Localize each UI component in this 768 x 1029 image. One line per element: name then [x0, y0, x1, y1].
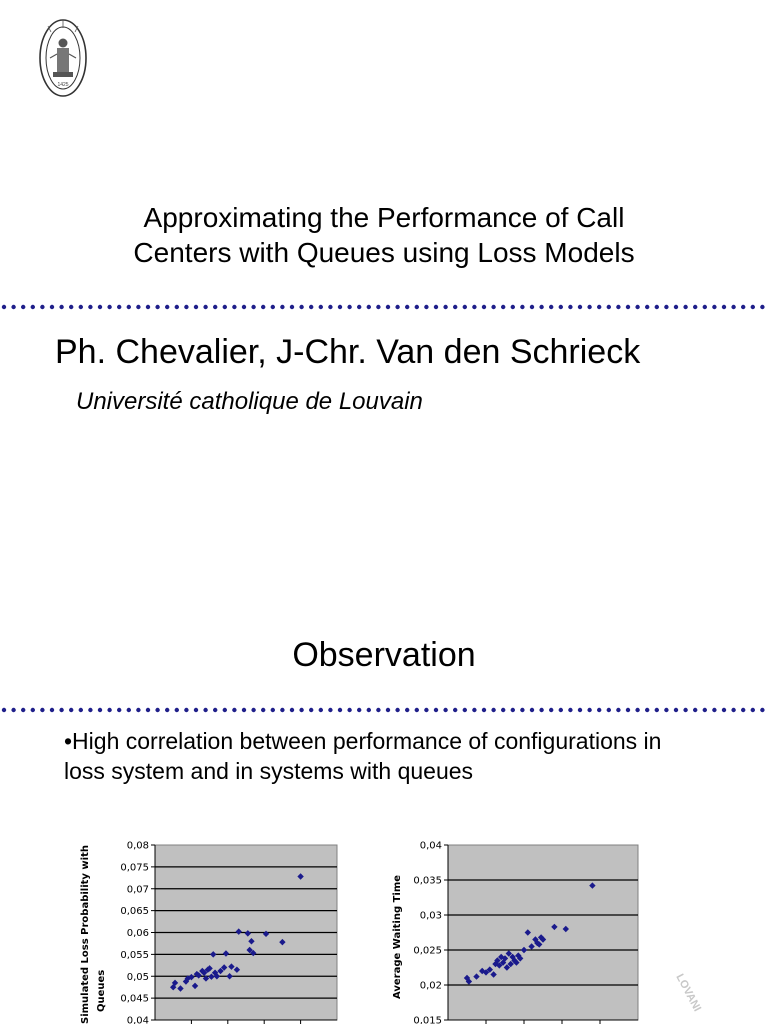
divider-dot	[357, 708, 361, 712]
divider-dot	[453, 305, 457, 309]
divider-dot	[559, 305, 563, 309]
divider-dot	[79, 305, 83, 309]
divider-dot	[367, 305, 371, 309]
divider-dot	[645, 708, 649, 712]
divider-dot	[40, 305, 44, 309]
divider-dot	[405, 305, 409, 309]
affiliation: Université catholique de Louvain	[76, 388, 423, 415]
divider-dot	[415, 708, 419, 712]
loss-probability-chart-svg	[75, 834, 345, 1024]
loss-probability-chart	[75, 834, 345, 1029]
divider-dot	[568, 305, 572, 309]
divider-dot	[645, 305, 649, 309]
y-tick-label: 0,055	[120, 949, 149, 961]
divider-dot	[472, 305, 476, 309]
divider-dot	[31, 305, 35, 309]
divider-dot	[11, 305, 15, 309]
divider-dot	[463, 708, 467, 712]
divider-dot	[683, 305, 687, 309]
divider-dot	[491, 305, 495, 309]
y-tick-label: 0,03	[419, 910, 442, 922]
chart-1-ylabel-line-2: Queues	[96, 969, 107, 1012]
divider-dot	[271, 708, 275, 712]
divider-dot	[712, 305, 716, 309]
divider-dot	[165, 305, 169, 309]
divider-dot	[616, 708, 620, 712]
divider-dot	[741, 305, 745, 309]
divider-dot	[703, 305, 707, 309]
y-tick-label: 0,065	[120, 906, 149, 918]
divider-dot	[482, 305, 486, 309]
divider-dot	[175, 708, 179, 712]
divider-dot	[751, 305, 755, 309]
divider-dot	[587, 305, 591, 309]
dotted-divider-2	[0, 706, 768, 714]
divider-dot	[338, 305, 342, 309]
divider-dot	[453, 708, 457, 712]
divider-dot	[395, 708, 399, 712]
divider-dot	[146, 708, 150, 712]
divider-dot	[165, 708, 169, 712]
divider-dot	[367, 708, 371, 712]
title-line-2: Centers with Queues using Loss Models	[133, 237, 635, 268]
divider-dot	[299, 305, 303, 309]
divider-dot	[347, 708, 351, 712]
divider-dot	[578, 305, 582, 309]
divider-dot	[2, 305, 6, 309]
divider-dot	[203, 305, 207, 309]
divider-dot	[386, 708, 390, 712]
divider-dot	[501, 305, 505, 309]
chart-2-ylabel: Average Waiting Time	[392, 874, 403, 999]
y-tick-label: 0,05	[126, 971, 149, 983]
y-tick-label: 0,07	[126, 884, 149, 896]
divider-dot	[376, 305, 380, 309]
divider-dot	[443, 708, 447, 712]
divider-dot	[520, 708, 524, 712]
divider-dot	[127, 305, 131, 309]
divider-dot	[261, 708, 265, 712]
y-tick-label: 0,015	[413, 1015, 442, 1024]
divider-dot	[530, 708, 534, 712]
y-tick-label: 0,045	[120, 993, 149, 1005]
divider-dot	[568, 708, 572, 712]
divider-dot	[223, 708, 227, 712]
divider-dot	[213, 708, 217, 712]
divider-dot	[50, 708, 54, 712]
divider-dot	[731, 708, 735, 712]
divider-dot	[434, 708, 438, 712]
divider-dot	[693, 708, 697, 712]
divider-dot	[136, 708, 140, 712]
divider-dot	[194, 708, 198, 712]
divider-dot	[597, 708, 601, 712]
divider-dot	[59, 708, 63, 712]
divider-dot	[482, 708, 486, 712]
title-line-1: Approximating the Performance of Call	[143, 202, 625, 233]
divider-dot	[69, 708, 73, 712]
divider-dot	[223, 305, 227, 309]
divider-dot	[635, 305, 639, 309]
divider-dot	[655, 708, 659, 712]
divider-dot	[376, 708, 380, 712]
divider-dot	[587, 708, 591, 712]
divider-dot	[539, 708, 543, 712]
divider-dot	[184, 708, 188, 712]
divider-dot	[443, 305, 447, 309]
divider-dot	[328, 305, 332, 309]
slide-2-title: Observation	[292, 636, 476, 674]
divider-dot	[175, 305, 179, 309]
divider-dot	[155, 708, 159, 712]
divider-dot	[2, 708, 6, 712]
divider-dot	[242, 708, 246, 712]
watermark: LOVANI	[673, 972, 704, 1014]
divider-dot	[722, 305, 726, 309]
divider-dot	[741, 708, 745, 712]
divider-dot	[511, 708, 515, 712]
y-tick-label: 0,035	[413, 875, 442, 887]
svg-text:1425: 1425	[57, 82, 69, 88]
divider-dot	[434, 305, 438, 309]
y-tick-label: 0,06	[126, 928, 149, 939]
dotted-divider-1	[0, 303, 768, 311]
divider-dot	[299, 708, 303, 712]
divider-dot	[309, 305, 313, 309]
divider-dot	[11, 708, 15, 712]
divider-dot	[424, 305, 428, 309]
divider-dot	[549, 708, 553, 712]
divider-dot	[69, 305, 73, 309]
divider-dot	[703, 708, 707, 712]
divider-dot	[21, 708, 25, 712]
chart-1-ylabel-line-1: Simulated Loss Probability with	[80, 845, 91, 1024]
divider-dot	[155, 305, 159, 309]
divider-dot	[683, 708, 687, 712]
divider-dot	[280, 708, 284, 712]
divider-dot	[59, 305, 63, 309]
divider-dot	[290, 708, 294, 712]
divider-dot	[415, 305, 419, 309]
divider-dot	[136, 305, 140, 309]
divider-dot	[194, 305, 198, 309]
waiting-time-chart-svg	[380, 834, 650, 1024]
divider-dot	[731, 305, 735, 309]
divider-dot	[559, 708, 563, 712]
divider-dot	[98, 305, 102, 309]
divider-dot	[203, 708, 207, 712]
divider-dot	[674, 305, 678, 309]
divider-dot	[549, 305, 553, 309]
divider-dot	[328, 708, 332, 712]
divider-dot	[626, 708, 630, 712]
y-tick-label: 0,075	[120, 862, 149, 874]
slide-1-title	[0, 200, 768, 270]
divider-dot	[88, 305, 92, 309]
divider-dot	[712, 708, 716, 712]
divider-dot	[501, 708, 505, 712]
divider-dot	[21, 305, 25, 309]
divider-dot	[655, 305, 659, 309]
divider-dot	[664, 708, 668, 712]
y-tick-label: 0,04	[126, 1015, 149, 1024]
divider-dot	[242, 305, 246, 309]
divider-dot	[395, 305, 399, 309]
divider-dot	[290, 305, 294, 309]
divider-dot	[232, 305, 236, 309]
divider-dot	[117, 708, 121, 712]
divider-dot	[338, 708, 342, 712]
divider-dot	[79, 708, 83, 712]
authors: Ph. Chevalier, J-Chr. Van den Schrieck	[55, 333, 641, 371]
divider-dot	[674, 708, 678, 712]
divider-dot	[117, 305, 121, 309]
divider-dot	[607, 708, 611, 712]
divider-dot	[607, 305, 611, 309]
divider-dot	[107, 305, 111, 309]
divider-dot	[463, 305, 467, 309]
divider-dot	[760, 708, 764, 712]
divider-dot	[578, 708, 582, 712]
divider-dot	[597, 305, 601, 309]
divider-dot	[664, 305, 668, 309]
divider-dot	[760, 305, 764, 309]
divider-dot	[319, 708, 323, 712]
divider-dot	[98, 708, 102, 712]
divider-dot	[251, 305, 255, 309]
divider-dot	[232, 708, 236, 712]
divider-dot	[213, 305, 217, 309]
divider-dot	[616, 305, 620, 309]
divider-dot	[520, 305, 524, 309]
divider-dot	[319, 305, 323, 309]
y-tick-label: 0,04	[419, 840, 442, 852]
divider-dot	[722, 708, 726, 712]
divider-dot	[146, 305, 150, 309]
divider-dot	[424, 708, 428, 712]
divider-dot	[405, 708, 409, 712]
divider-dot	[280, 305, 284, 309]
divider-dot	[693, 305, 697, 309]
divider-dot	[50, 305, 54, 309]
divider-dot	[472, 708, 476, 712]
divider-dot	[357, 305, 361, 309]
divider-dot	[386, 305, 390, 309]
waiting-time-chart	[380, 834, 650, 1029]
university-seal-icon	[38, 18, 88, 98]
divider-dot	[127, 708, 131, 712]
divider-dot	[184, 305, 188, 309]
y-tick-label: 0,08	[126, 840, 149, 852]
divider-dot	[751, 708, 755, 712]
divider-dot	[626, 305, 630, 309]
observation-bullet: •High correlation between performance of configurations in loss system and in systems with queues	[64, 728, 662, 784]
divider-dot	[107, 708, 111, 712]
divider-dot	[491, 708, 495, 712]
divider-dot	[271, 305, 275, 309]
divider-dot	[635, 708, 639, 712]
divider-dot	[261, 305, 265, 309]
divider-dot	[31, 708, 35, 712]
divider-dot	[347, 305, 351, 309]
divider-dot	[251, 708, 255, 712]
y-tick-label: 0,02	[419, 980, 442, 992]
plot-area	[448, 845, 638, 1020]
divider-dot	[530, 305, 534, 309]
divider-dot	[40, 708, 44, 712]
divider-dot	[88, 708, 92, 712]
y-tick-label: 0,025	[413, 945, 442, 957]
divider-dot	[511, 305, 515, 309]
divider-dot	[539, 305, 543, 309]
divider-dot	[309, 708, 313, 712]
